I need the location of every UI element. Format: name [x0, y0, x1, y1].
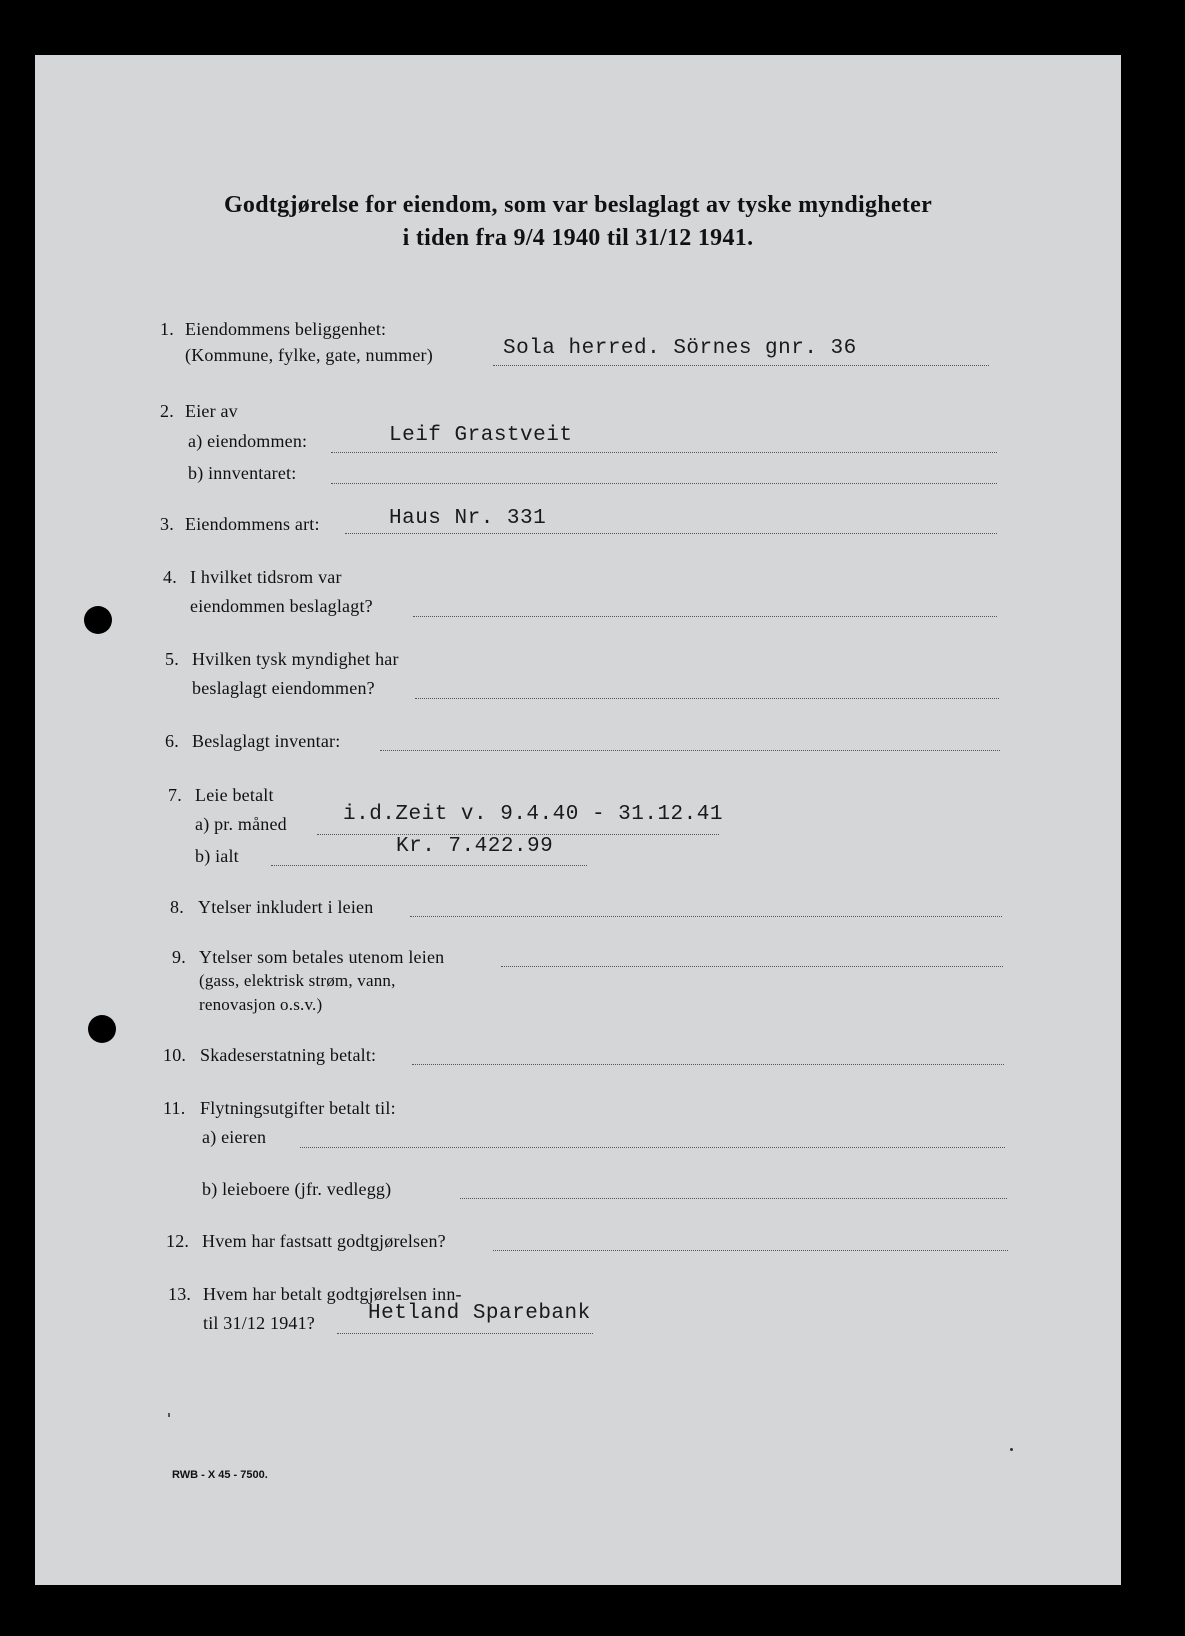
item-4-number: 4.: [163, 567, 177, 587]
item-5-dotted-line: [415, 698, 999, 699]
item-9-sublabel-1: (gass, elektrisk strøm, vann,: [199, 971, 396, 990]
item-6-label: Beslaglagt inventar:: [192, 731, 341, 751]
item-1-label: Eiendommens beliggenhet:: [185, 319, 387, 339]
item-2b-label: b) innventaret:: [188, 463, 297, 483]
item-10-number: 10.: [163, 1045, 187, 1065]
item-10-label: Skadeserstatning betalt:: [200, 1045, 377, 1065]
item-7b-label: b) ialt: [195, 846, 239, 866]
item-13-typed-value: Hetland Sparebank: [368, 1302, 591, 1325]
item-13-dotted-line: [337, 1333, 593, 1334]
item-3-dotted-line: [345, 533, 997, 534]
item-10-dotted-line: [412, 1064, 1004, 1065]
item-7-label: Leie betalt: [195, 785, 274, 805]
item-4-label: I hvilket tidsrom var: [190, 567, 342, 587]
item-11b-label: b) leieboere (jfr. vedlegg): [202, 1179, 392, 1199]
item-4-sublabel: eiendommen beslaglagt?: [190, 596, 373, 616]
item-3-number: 3.: [160, 514, 174, 534]
item-13-sublabel: til 31/12 1941?: [203, 1313, 315, 1333]
item-9-label: Ytelser som betales utenom leien: [199, 947, 445, 967]
item-7a-typed-value: i.d.Zeit v. 9.4.40 - 31.12.41: [343, 803, 723, 826]
item-2-label: Eier av: [185, 401, 238, 421]
item-2a-dotted-line: [331, 452, 997, 453]
form-sheet: [35, 55, 1121, 1585]
item-2a-label: a) eiendommen:: [188, 431, 308, 451]
item-1-typed-value: Sola herred. Sörnes gnr. 36: [503, 337, 857, 360]
item-11a-dotted-line: [300, 1147, 1005, 1148]
item-3-typed-value: Haus Nr. 331: [389, 507, 547, 530]
item-5-number: 5.: [165, 649, 179, 669]
item-4-dotted-line: [413, 616, 997, 617]
item-6-number: 6.: [165, 731, 179, 751]
item-6-dotted-line: [380, 750, 1000, 751]
item-11b-dotted-line: [460, 1198, 1007, 1199]
item-8-number: 8.: [170, 897, 184, 917]
print-code-footer: RWB - X 45 - 7500.: [172, 1469, 268, 1481]
item-13-number: 13.: [168, 1284, 192, 1304]
item-1-sublabel: (Kommune, fylke, gate, nummer): [185, 345, 433, 365]
item-1-dotted-line: [493, 365, 989, 366]
item-7-number: 7.: [168, 785, 182, 805]
item-11-number: 11.: [163, 1098, 186, 1118]
item-7a-label: a) pr. måned: [195, 814, 287, 834]
item-2a-typed-value: Leif Grastveit: [389, 424, 573, 447]
form-title-line1: Godtgjørelse for eiendom, som var beslaglagt av tyske myndigheter: [223, 192, 933, 218]
item-9-dotted-line: [501, 966, 1003, 967]
item-3-label: Eiendommens art:: [185, 514, 320, 534]
item-5-label: Hvilken tysk myndighet har: [192, 649, 399, 669]
item-7b-typed-value: Kr. 7.422.99: [396, 835, 554, 858]
item-12-label: Hvem har fastsatt godtgjørelsen?: [202, 1231, 446, 1251]
item-9-sublabel-2: renovasjon o.s.v.): [199, 995, 323, 1014]
punch-hole-lower: [88, 1015, 116, 1043]
item-11a-label: a) eieren: [202, 1127, 267, 1147]
speck-mark: [168, 1413, 170, 1417]
item-5-sublabel: beslaglagt eiendommen?: [192, 678, 375, 698]
item-11-label: Flytningsutgifter betalt til:: [200, 1098, 396, 1118]
form-title-line2: i tiden fra 9/4 1940 til 31/12 1941.: [402, 225, 754, 251]
item-7b-dotted-line: [271, 865, 587, 866]
item-13-label: Hvem har betalt godtgjørelsen inn-: [203, 1284, 462, 1304]
punch-hole-upper: [84, 606, 112, 634]
item-9-number: 9.: [172, 947, 186, 967]
item-8-label: Ytelser inkludert i leien: [198, 897, 374, 917]
item-8-dotted-line: [410, 916, 1002, 917]
item-12-number: 12.: [166, 1231, 190, 1251]
item-12-dotted-line: [493, 1250, 1008, 1251]
item-2b-dotted-line: [331, 483, 997, 484]
item-2-number: 2.: [160, 401, 174, 421]
item-1-number: 1.: [160, 319, 174, 339]
speck-mark: [1010, 1448, 1013, 1451]
